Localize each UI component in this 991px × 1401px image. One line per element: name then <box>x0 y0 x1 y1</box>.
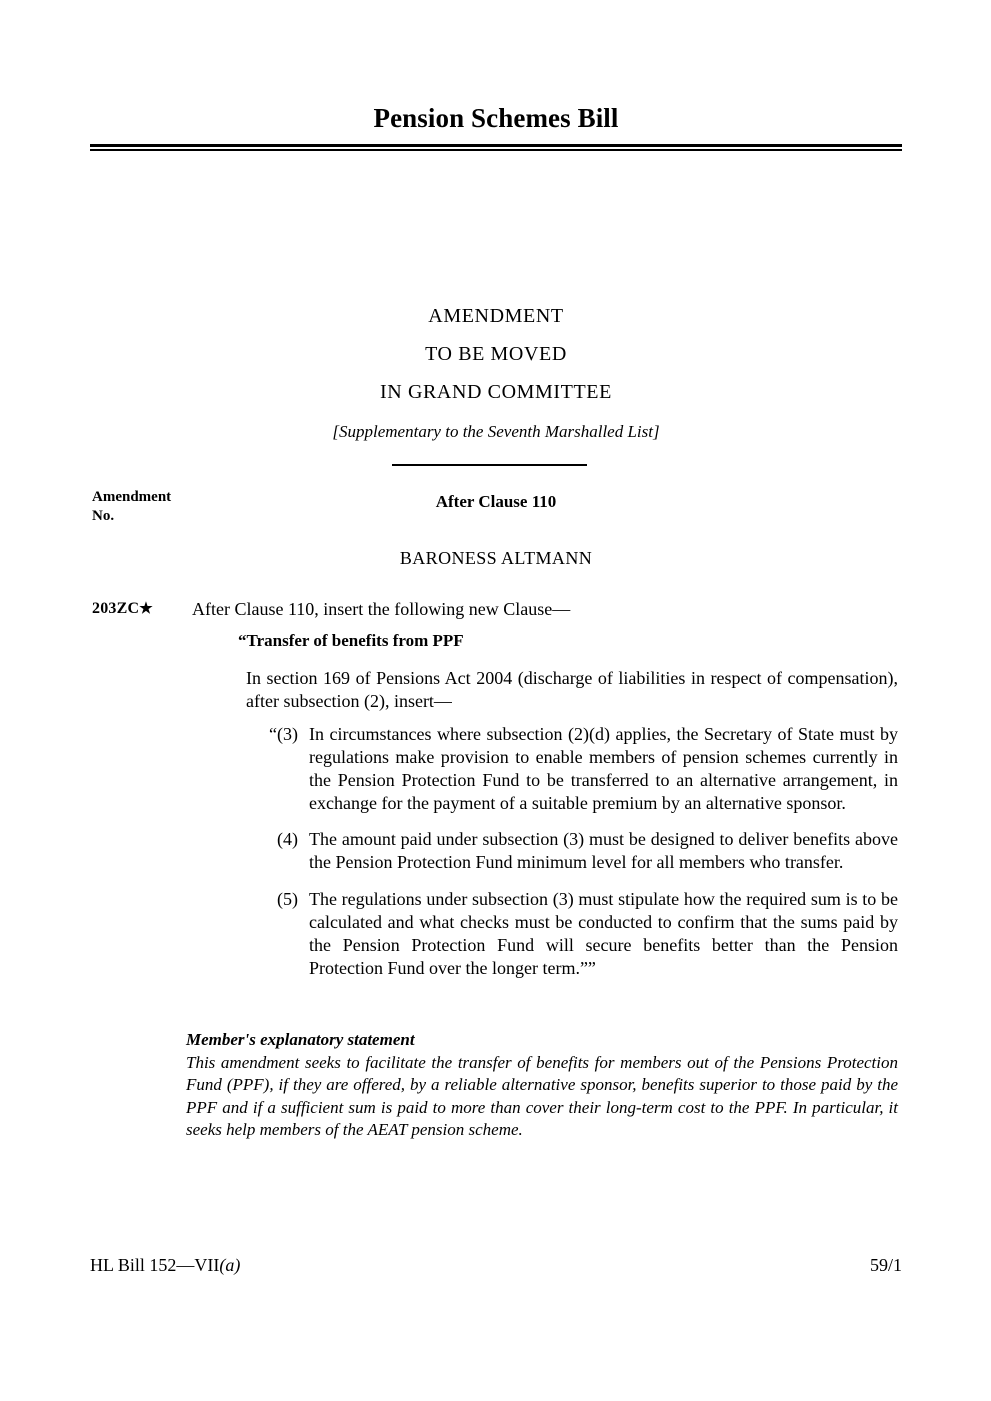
explanatory-statement <box>186 1030 898 1142</box>
subsection-number: “(3) <box>269 724 298 744</box>
subsection-number: (4) <box>277 829 298 850</box>
amendment-intro-paragraph: In section 169 of Pensions Act 2004 (discharge of liabilities in respect of compensation), after subsection (2), insert— <box>246 668 898 711</box>
mover-name: BARONESS ALTMANN <box>399 548 593 568</box>
header-rule-thin <box>90 149 902 151</box>
section-divider-rule <box>392 464 587 466</box>
star-icon: ★ <box>139 601 153 617</box>
header-rule-thick <box>90 144 902 147</box>
subsection-text: The amount paid under subsection (3) must be designed to deliver benefits above the Pension Protection Fund minimum level for all members who transfer. <box>309 829 898 873</box>
heading-in-grand-committee: IN GRAND COMMITTEE <box>380 381 612 403</box>
subsection-item <box>246 828 898 874</box>
page-title: Pension Schemes Bill <box>373 103 619 133</box>
new-clause-heading: “Transfer of benefits from PPF <box>238 631 464 650</box>
subsection-text: The regulations under subsection (3) must stipulate how the required sum is to be calculated and what checks must be conducted to confirm that the sums paid by the Pension Protection Fund will secure benefits better than the Pension Protection Fund over the longer term.”” <box>309 889 898 978</box>
amendment-no-label-line1: Amendment <box>92 489 172 505</box>
subsection-list <box>246 723 898 980</box>
header-double-rule <box>90 144 902 150</box>
subsection-number: (5) <box>277 889 298 910</box>
subsection-item <box>246 888 898 979</box>
amendment-no-label-line2: No. <box>92 507 115 524</box>
explanatory-statement-body: This amendment seeks to facilitate the transfer of benefits for members out of the Pensions Protection Fund (PPF), if they are offered, by a reliable alternative sponsor, benefits superior to those paid by the PPF and if a sufficient sum is paid to more than cover their long-term cost to the PPF. In particular, it seeks help members of the AEAT pension scheme. <box>186 1053 898 1140</box>
amendment-number <box>92 599 153 618</box>
heading-amendment: AMENDMENT <box>428 305 564 327</box>
subsection-text: In circumstances where subsection (2)(d) applies, the Secretary of State must by regulations make provision to enable members of pension schemes currently in the Pension Protection Fund to be transferred to an alternative arrangement, in exchange for the payment of a suitable premium by an alternative sponsor. <box>309 724 898 813</box>
subsection-item <box>246 723 898 814</box>
bill-reference-main: HL Bill 152—VII <box>90 1255 220 1275</box>
explanatory-statement-title: Member's explanatory statement <box>186 1030 415 1049</box>
bill-reference <box>90 1255 240 1276</box>
bill-reference-suffix: (a) <box>219 1255 241 1275</box>
heading-to-be-moved: TO BE MOVED <box>425 343 567 365</box>
amendment-lead-text: After Clause 110, insert the following new Clause— <box>192 599 571 619</box>
heading-supplementary-note: [Supplementary to the Seventh Marshalled List] <box>332 422 660 441</box>
after-clause-heading: After Clause 110 <box>435 492 557 511</box>
amendment-number-text: 203ZC <box>92 600 140 617</box>
page-number: 59/1 <box>869 1255 902 1275</box>
